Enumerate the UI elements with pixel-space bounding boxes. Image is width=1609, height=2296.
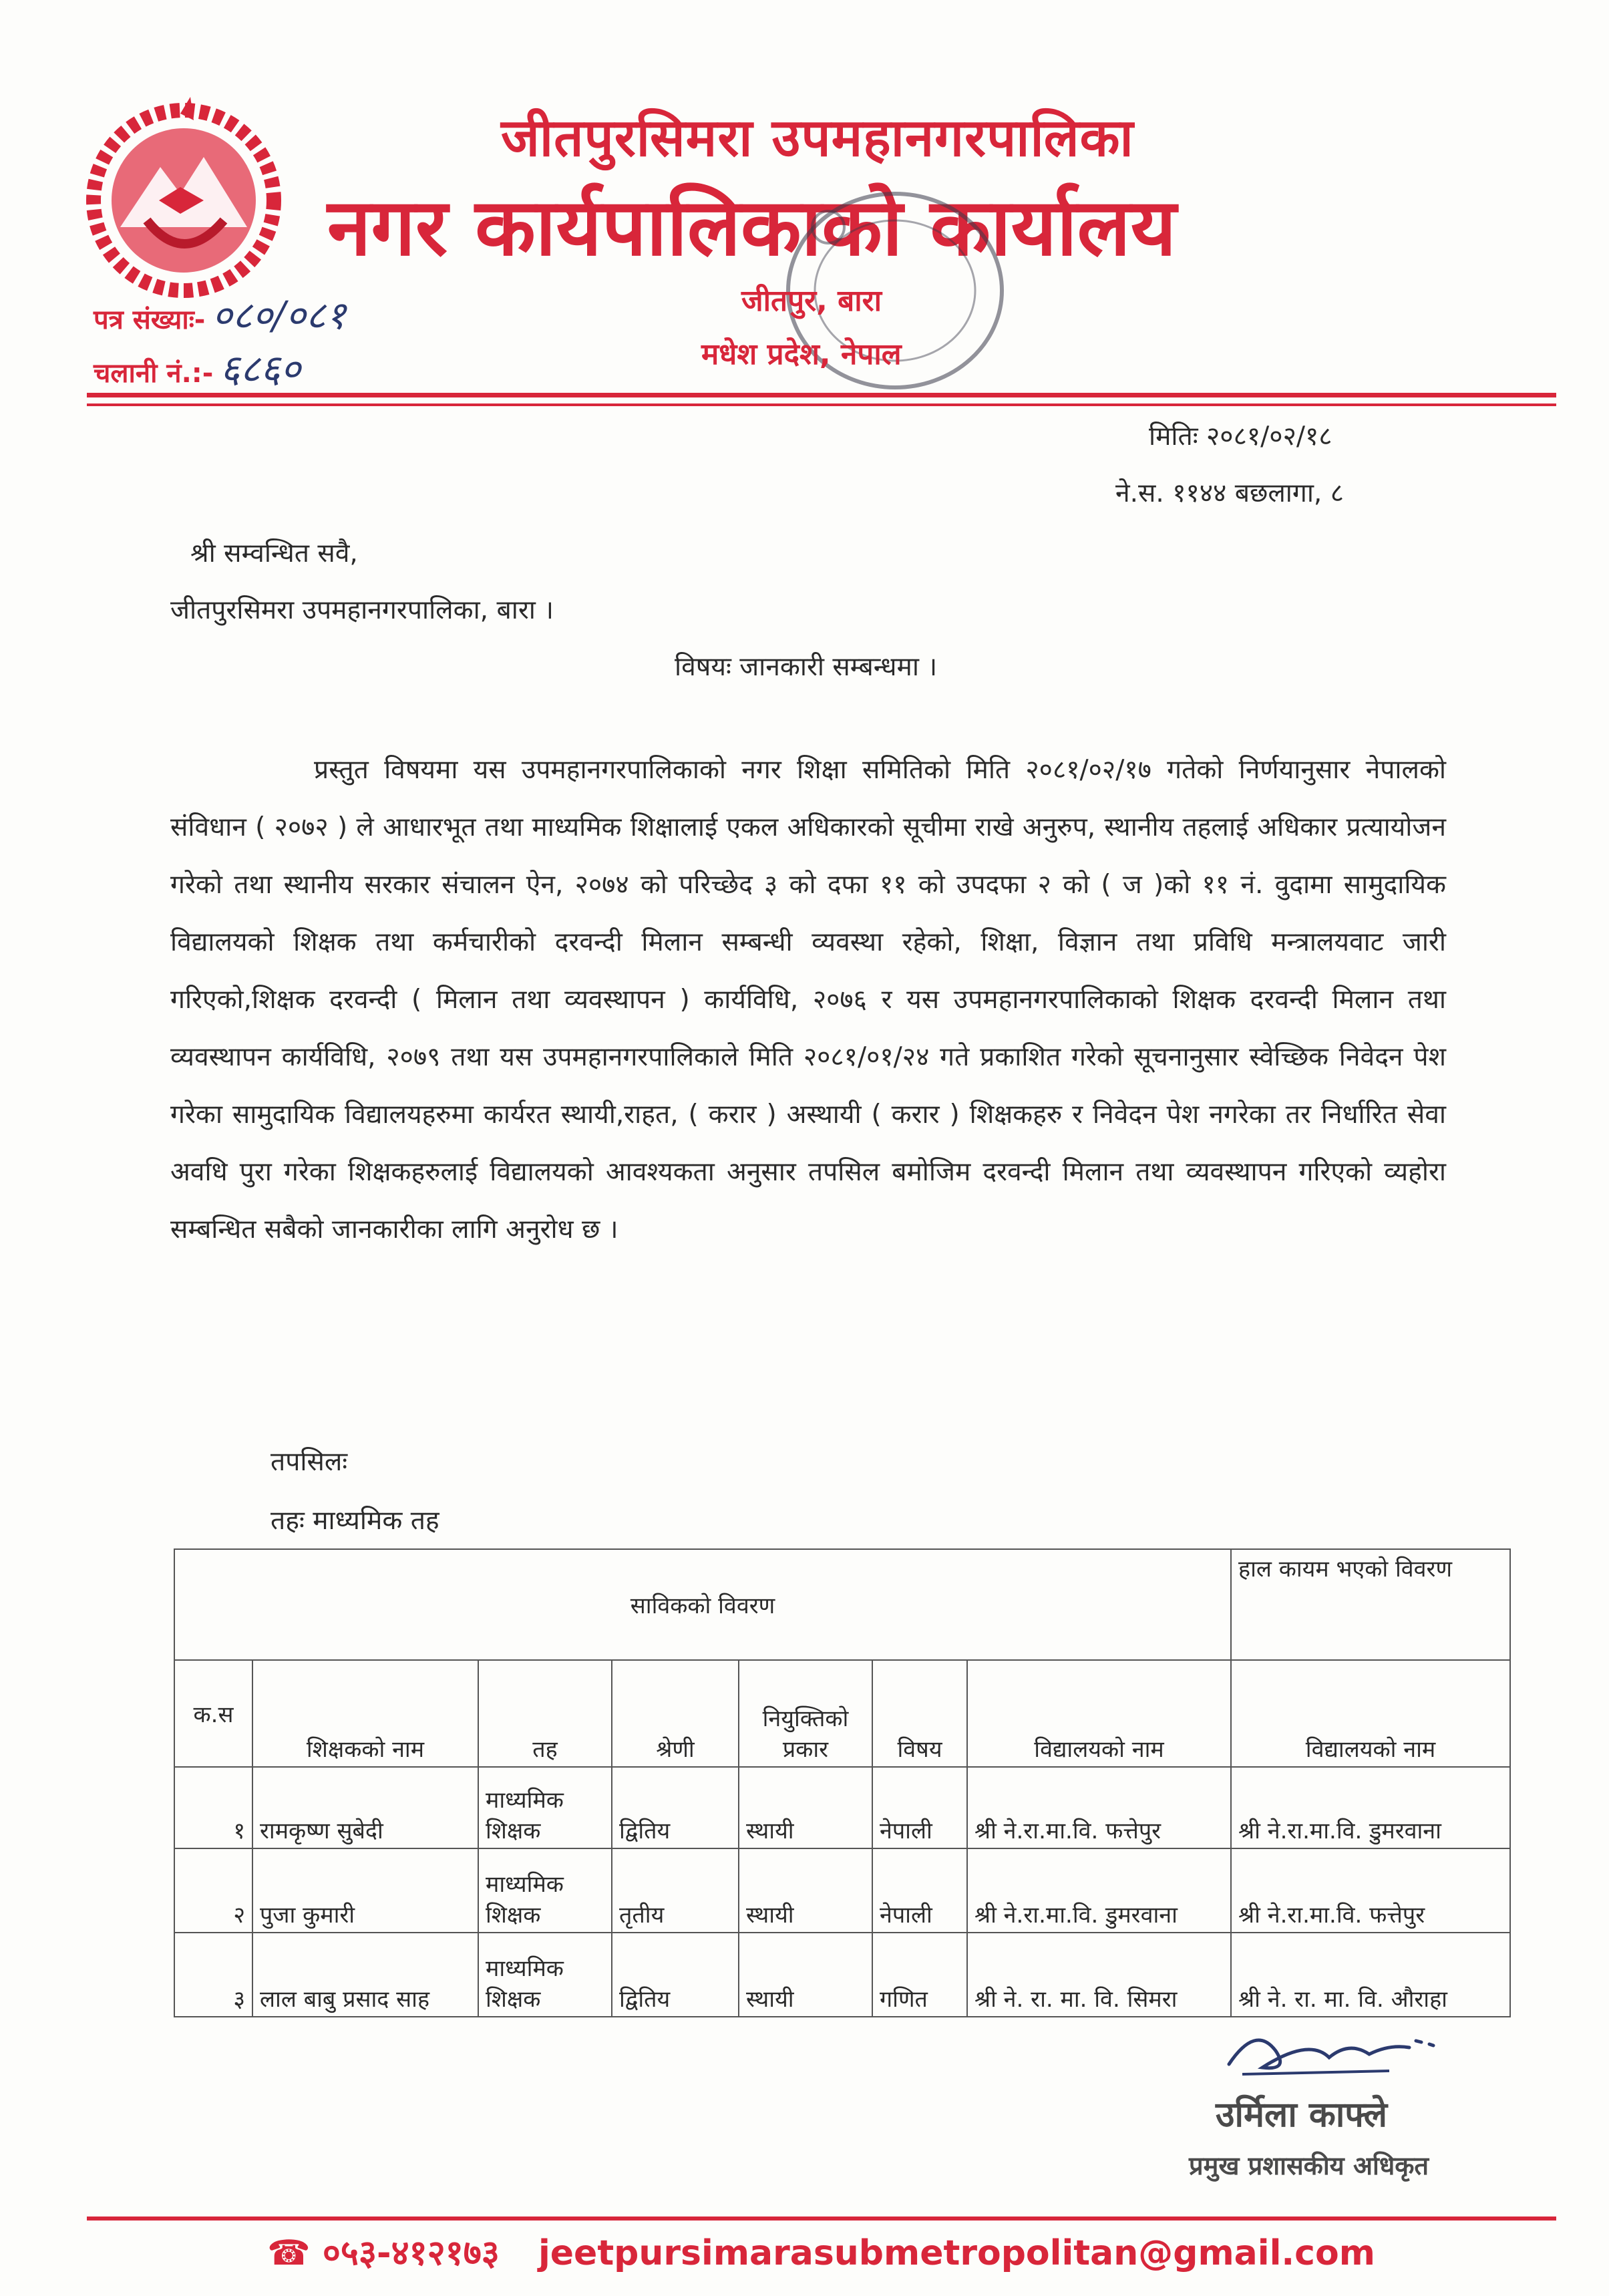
date-ns: ने.स. ११४४ बछलागा, ८: [1115, 478, 1345, 508]
col-header-grade: श्रेणी: [612, 1660, 739, 1767]
cell-previous-school: श्री ने. रा. मा. वि. सिमरा: [967, 1933, 1231, 2017]
emblem-graphic: [80, 94, 287, 301]
cell-grade: तृतीय: [612, 1848, 739, 1933]
recipient-line-1: श्री सम्वन्धित सवै,: [190, 538, 358, 568]
telephone-icon: ☎: [267, 2233, 311, 2273]
office-name: नगर कार्यपालिकाको कार्यालय: [327, 181, 1177, 273]
letter-number-label: पत्र संख्याः-: [94, 305, 206, 335]
dispatch-number: [94, 341, 301, 393]
level-label: तहः माध्यमिक तह: [271, 1506, 439, 1536]
body-paragraph: प्रस्तुत विषयमा यस उपमहानगरपालिकाको नगर शिक्षा समितिको मिति २०८१/०२/१७ गतेको निर्णयानुसार नेपालको संविधान ( २०७२ ) ले आधारभूत तथा माध्यमिक शिक्षालाई एकल अधिकारको सूचीमा राखे अनुरुप, स्थानीय तहलाई अधिकार प्रत्यायोजन गरेको तथा स्थानीय सरकार संचालन ऐन, २०७४ को परिच्छेद ३ को दफा ११ को उपदफा २ को ( ज )को ११ नं. वुदामा सामुदायिक विद्यालयको शिक्षक तथा कर्मचारीको दरवन्दी मिलान सम्बन्धी व्यवस्था रहेको, शिक्षा, विज्ञान तथा प्रविधि मन्त्रालयवाट जारी गरिएको,शिक्षक दरवन्दी ( मिलान तथा व्यवस्थापन ) कार्यविधि, २०७६ र यस उपमहानगरपालिकाको शिक्षक दरवन्दी मिलान तथा व्यवस्थापन कार्यविधि, २०७९ तथा यस उपमहानगरपालिकाले मिति २०८१/०१/२४ गते प्रकाशित गरेको सूचनानुसार स्वेच्छिक निवेदन पेश गरेका सामुदायिक विद्यालयहरुमा कार्यरत स्थायी,राहत, ( करार ) अस्थायी ( करार ) शिक्षकहरु र निवेदन पेश नगरेका तर निर्धारित सेवा अवधि पुरा गरेका शिक्षकहरुलाई विद्यालयको आवश्यकता अनुसार तपसिल बमोजिम दरवन्दी मिलान तथा व्यवस्थापन गरिएको व्यहोरा सम्बन्धित सबैको जानकारीका लागि अनुरोध छ ।: [170, 755, 1446, 1245]
cell-level: माध्यमिक शिक्षक: [478, 1933, 612, 2017]
letter-number-value: ०८०/०८१: [212, 293, 346, 338]
teacher-transfer-table: [174, 1548, 1511, 2017]
col-header-sn: क.स: [174, 1660, 252, 1767]
cell-appointment-type: स्थायी: [739, 1848, 872, 1933]
table-row: [174, 1767, 1510, 1848]
cell-current-school: श्री ने.रा.मा.वि. डुमरवाना: [1231, 1767, 1510, 1848]
footer-phone: ०५३-४१२१७३: [322, 2233, 500, 2273]
cell-current-school: श्री ने. रा. मा. वि. औराहा: [1231, 1933, 1510, 2017]
cell-subject: नेपाली: [872, 1848, 967, 1933]
header-rule-top: [87, 393, 1556, 397]
cell-teacher-name: पुजा कुमारी: [252, 1848, 478, 1933]
nepal-government-emblem: [80, 94, 287, 301]
subject: विषयः जानकारी सम्बन्धमा ।: [675, 652, 938, 682]
date-bs: मितिः २०८१/०२/१८: [1149, 422, 1332, 452]
cell-subject: गणित: [872, 1933, 967, 2017]
letter-number: [94, 287, 346, 340]
dispatch-number-label: चलानी नं.:-: [94, 358, 214, 389]
table-row: [174, 1933, 1510, 2017]
cell-appointment-type: स्थायी: [739, 1933, 872, 2017]
group-header-previous: साविकको विवरण: [174, 1549, 1231, 1660]
footer-contact: [267, 2228, 1375, 2275]
cell-subject: नेपाली: [872, 1767, 967, 1848]
cell-level: माध्यमिक शिक्षक: [478, 1767, 612, 1848]
recipient-line-2: जीतपुरसिमरा उपमहानगरपालिका, बारा ।: [170, 595, 554, 625]
cell-teacher-name: रामकृष्ण सुबेदी: [252, 1767, 478, 1848]
col-header-level: तह: [478, 1660, 612, 1767]
col-header-subject: विषय: [872, 1660, 967, 1767]
cell-teacher-name: लाल बाबु प्रसाद साह: [252, 1933, 478, 2017]
col-header-appointment-type: नियुक्तिको प्रकार: [739, 1660, 872, 1767]
cell-level: माध्यमिक शिक्षक: [478, 1848, 612, 1933]
col-header-previous-school: विद्यालयको नाम: [967, 1660, 1231, 1767]
cell-appointment-type: स्थायी: [739, 1767, 872, 1848]
table-row: [174, 1848, 1510, 1933]
dispatch-number-value: ६८६०: [220, 346, 301, 391]
footer-email: jeetpursimarasubmetropolitan@gmail.com: [538, 2233, 1375, 2273]
cell-previous-school: श्री ने.रा.मा.वि. डुमरवाना: [967, 1848, 1231, 1933]
signature-graphic: [1216, 2011, 1456, 2084]
cell-sn: ३: [174, 1933, 252, 2017]
signatory-title: प्रमुख प्रशासकीय अधिकृत: [1189, 2151, 1429, 2180]
signatory-name: उर्मिला काफ्ले: [1216, 2095, 1388, 2135]
cell-previous-school: श्री ने.रा.मा.वि. फत्तेपुर: [967, 1767, 1231, 1848]
cell-grade: द्वितिय: [612, 1933, 739, 2017]
office-location-district: जीतपुर, बारा: [741, 284, 882, 318]
cell-current-school: श्री ने.रा.मा.वि. फत्तेपुर: [1231, 1848, 1510, 1933]
cell-sn: २: [174, 1848, 252, 1933]
header-rule-bottom: [87, 403, 1556, 406]
group-header-current: हाल कायम भएको विवरण: [1231, 1549, 1510, 1660]
col-header-teacher-name: शिक्षकको नाम: [252, 1660, 478, 1767]
col-header-current-school: विद्यालयको नाम: [1231, 1660, 1510, 1767]
cell-grade: द्वितिय: [612, 1767, 739, 1848]
footer-rule: [87, 2217, 1556, 2221]
municipality-name: जीतपुरसिमरा उपमहानगरपालिका: [501, 108, 1134, 168]
annex-label: तपसिलः: [271, 1447, 348, 1477]
cell-sn: १: [174, 1767, 252, 1848]
office-location-province: मधेश प्रदेश, नेपाल: [701, 337, 902, 371]
handwritten-signature: [1216, 2011, 1456, 2087]
